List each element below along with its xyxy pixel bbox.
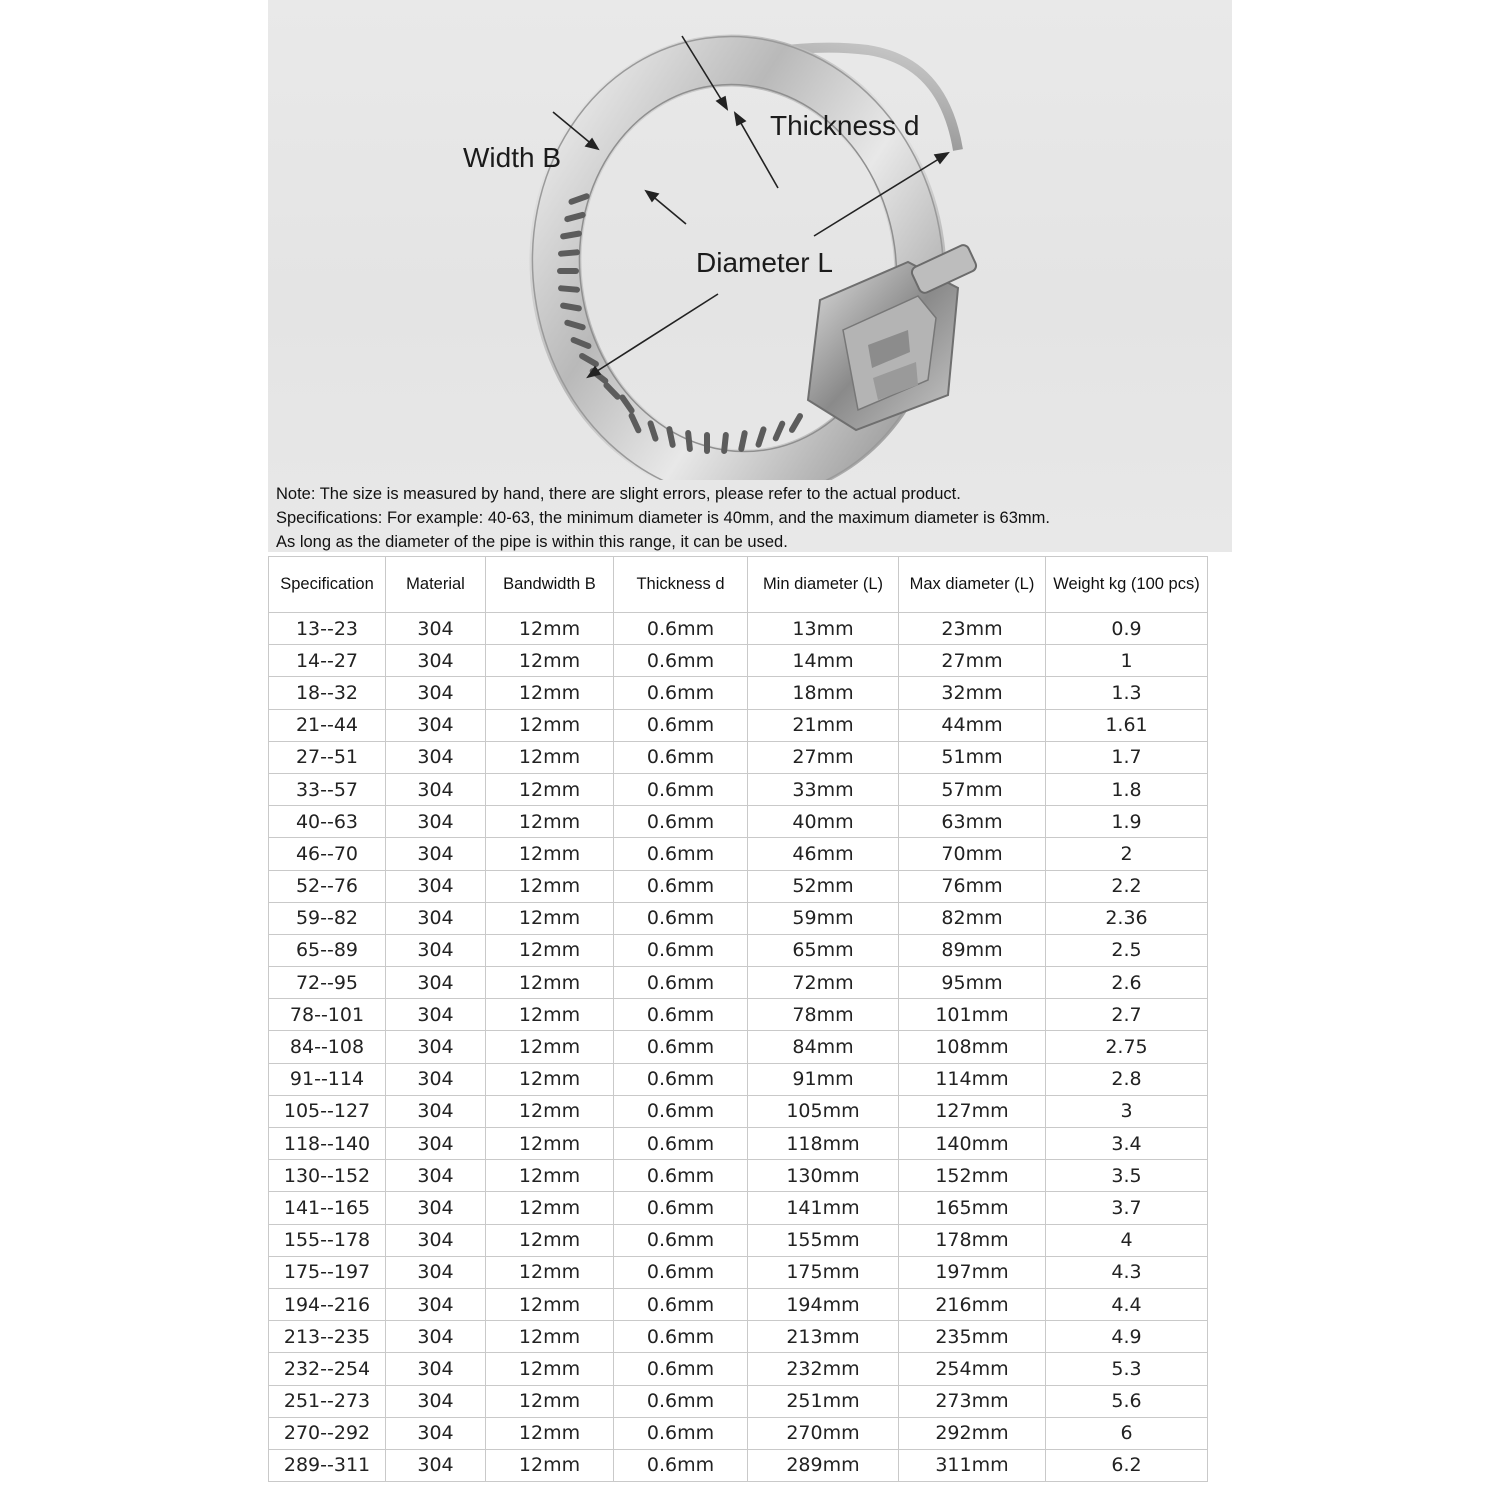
table-cell: 12mm xyxy=(486,1160,614,1192)
table-cell: 18mm xyxy=(748,677,899,709)
table-cell: 13--23 xyxy=(269,613,386,645)
table-cell: 84--108 xyxy=(269,1031,386,1063)
table-row xyxy=(269,709,1208,741)
table-cell: 304 xyxy=(386,902,486,934)
table-cell: 12mm xyxy=(486,1192,614,1224)
table-cell: 3.4 xyxy=(1046,1128,1208,1160)
table-cell: 0.6mm xyxy=(614,741,748,773)
table-cell: 152mm xyxy=(899,1160,1046,1192)
table-cell: 0.6mm xyxy=(614,1192,748,1224)
table-row xyxy=(269,1256,1208,1288)
table-cell: 304 xyxy=(386,934,486,966)
table-cell: 18--32 xyxy=(269,677,386,709)
table-cell: 91--114 xyxy=(269,1063,386,1095)
table-row xyxy=(269,1385,1208,1417)
table-cell: 12mm xyxy=(486,1224,614,1256)
table-cell: 4.3 xyxy=(1046,1256,1208,1288)
table-cell: 304 xyxy=(386,1256,486,1288)
table-cell: 72mm xyxy=(748,967,899,999)
table-cell: 0.6mm xyxy=(614,1417,748,1449)
table-cell: 1.61 xyxy=(1046,709,1208,741)
table-cell: 63mm xyxy=(899,806,1046,838)
table-cell: 0.6mm xyxy=(614,645,748,677)
table-cell: 72--95 xyxy=(269,967,386,999)
table-cell: 12mm xyxy=(486,806,614,838)
table-cell: 101mm xyxy=(899,999,1046,1031)
header-bandwidth: Bandwidth B xyxy=(486,557,614,613)
table-cell: 108mm xyxy=(899,1031,1046,1063)
table-cell: 304 xyxy=(386,1063,486,1095)
table-cell: 2.6 xyxy=(1046,967,1208,999)
table-cell: 0.6mm xyxy=(614,677,748,709)
table-cell: 3.5 xyxy=(1046,1160,1208,1192)
table-cell: 292mm xyxy=(899,1417,1046,1449)
table-cell: 0.6mm xyxy=(614,838,748,870)
table-cell: 95mm xyxy=(899,967,1046,999)
table-cell: 304 xyxy=(386,773,486,805)
table-cell: 216mm xyxy=(899,1288,1046,1320)
table-cell: 65--89 xyxy=(269,934,386,966)
table-cell: 304 xyxy=(386,1192,486,1224)
table-cell: 12mm xyxy=(486,773,614,805)
table-cell: 1.7 xyxy=(1046,741,1208,773)
table-cell: 0.6mm xyxy=(614,1224,748,1256)
table-cell: 40--63 xyxy=(269,806,386,838)
table-cell: 232mm xyxy=(748,1353,899,1385)
table-row xyxy=(269,1353,1208,1385)
clamp-screw-housing xyxy=(808,243,978,430)
table-cell: 59--82 xyxy=(269,902,386,934)
table-body xyxy=(269,613,1208,1482)
table-cell: 304 xyxy=(386,1321,486,1353)
table-cell: 12mm xyxy=(486,1449,614,1481)
table-cell: 2.8 xyxy=(1046,1063,1208,1095)
table-cell: 12mm xyxy=(486,1128,614,1160)
table-cell: 27mm xyxy=(899,645,1046,677)
table-cell: 0.6mm xyxy=(614,967,748,999)
table-cell: 155--178 xyxy=(269,1224,386,1256)
table-cell: 304 xyxy=(386,806,486,838)
width-label: Width B xyxy=(463,142,562,173)
table-cell: 12mm xyxy=(486,1321,614,1353)
table-cell: 65mm xyxy=(748,934,899,966)
table-cell: 141mm xyxy=(748,1192,899,1224)
table-cell: 33mm xyxy=(748,773,899,805)
table-cell: 289--311 xyxy=(269,1449,386,1481)
table-cell: 0.6mm xyxy=(614,773,748,805)
table-cell: 0.6mm xyxy=(614,1256,748,1288)
table-cell: 270--292 xyxy=(269,1417,386,1449)
header-max-diameter: Max diameter (L) xyxy=(899,557,1046,613)
table-cell: 304 xyxy=(386,1031,486,1063)
table-cell: 12mm xyxy=(486,613,614,645)
table-cell: 304 xyxy=(386,999,486,1031)
table-row xyxy=(269,1224,1208,1256)
table-header-row xyxy=(269,557,1208,613)
notes-block xyxy=(276,482,1226,554)
table-cell: 21mm xyxy=(748,709,899,741)
table-cell: 12mm xyxy=(486,902,614,934)
diameter-label: Diameter L xyxy=(696,247,833,278)
table-cell: 12mm xyxy=(486,967,614,999)
table-cell: 0.6mm xyxy=(614,999,748,1031)
table-cell: 178mm xyxy=(899,1224,1046,1256)
table-row xyxy=(269,741,1208,773)
table-cell: 84mm xyxy=(748,1031,899,1063)
table-cell: 304 xyxy=(386,1128,486,1160)
header-weight: Weight kg (100 pcs) xyxy=(1046,557,1208,613)
table-cell: 304 xyxy=(386,1288,486,1320)
table-cell: 2 xyxy=(1046,838,1208,870)
table-cell: 273mm xyxy=(899,1385,1046,1417)
table-cell: 46mm xyxy=(748,838,899,870)
table-cell: 44mm xyxy=(899,709,1046,741)
table-cell: 2.36 xyxy=(1046,902,1208,934)
table-row xyxy=(269,773,1208,805)
table-cell: 13mm xyxy=(748,613,899,645)
table-cell: 130mm xyxy=(748,1160,899,1192)
specification-table-container xyxy=(268,556,1208,1482)
specification-table xyxy=(268,556,1208,1482)
table-cell: 304 xyxy=(386,741,486,773)
header-min-diameter: Min diameter (L) xyxy=(748,557,899,613)
table-cell: 175mm xyxy=(748,1256,899,1288)
table-cell: 78--101 xyxy=(269,999,386,1031)
table-cell: 6.2 xyxy=(1046,1449,1208,1481)
table-cell: 23mm xyxy=(899,613,1046,645)
thickness-label: Thickness d xyxy=(770,110,920,141)
table-row xyxy=(269,967,1208,999)
table-cell: 2.5 xyxy=(1046,934,1208,966)
table-cell: 0.6mm xyxy=(614,1128,748,1160)
table-cell: 51mm xyxy=(899,741,1046,773)
table-cell: 12mm xyxy=(486,1256,614,1288)
table-cell: 12mm xyxy=(486,870,614,902)
table-cell: 12mm xyxy=(486,677,614,709)
table-cell: 118mm xyxy=(748,1128,899,1160)
table-cell: 105mm xyxy=(748,1095,899,1127)
table-cell: 52--76 xyxy=(269,870,386,902)
table-cell: 5.6 xyxy=(1046,1385,1208,1417)
table-cell: 155mm xyxy=(748,1224,899,1256)
table-cell: 197mm xyxy=(899,1256,1046,1288)
table-cell: 0.6mm xyxy=(614,870,748,902)
table-cell: 114mm xyxy=(899,1063,1046,1095)
table-row xyxy=(269,902,1208,934)
table-cell: 304 xyxy=(386,677,486,709)
table-cell: 0.6mm xyxy=(614,1321,748,1353)
table-cell: 130--152 xyxy=(269,1160,386,1192)
table-cell: 59mm xyxy=(748,902,899,934)
table-cell: 12mm xyxy=(486,1353,614,1385)
table-cell: 4.9 xyxy=(1046,1321,1208,1353)
table-cell: 0.6mm xyxy=(614,1031,748,1063)
table-cell: 304 xyxy=(386,1095,486,1127)
note-line: Specifications: For example: 40-63, the minimum diameter is 40mm, and the maximum diameter is 63mm. xyxy=(276,509,1050,527)
table-row xyxy=(269,1192,1208,1224)
table-row xyxy=(269,1160,1208,1192)
table-cell: 304 xyxy=(386,838,486,870)
table-cell: 27mm xyxy=(748,741,899,773)
table-cell: 12mm xyxy=(486,1385,614,1417)
table-cell: 70mm xyxy=(899,838,1046,870)
table-cell: 32mm xyxy=(899,677,1046,709)
table-cell: 89mm xyxy=(899,934,1046,966)
table-cell: 1.9 xyxy=(1046,806,1208,838)
table-cell: 3 xyxy=(1046,1095,1208,1127)
hose-clamp-illustration xyxy=(268,0,1232,480)
table-cell: 5.3 xyxy=(1046,1353,1208,1385)
table-cell: 304 xyxy=(386,1353,486,1385)
table-cell: 6 xyxy=(1046,1417,1208,1449)
table-cell: 76mm xyxy=(899,870,1046,902)
table-cell: 12mm xyxy=(486,934,614,966)
table-cell: 1.3 xyxy=(1046,677,1208,709)
product-image-panel xyxy=(268,0,1232,552)
table-cell: 2.2 xyxy=(1046,870,1208,902)
table-cell: 304 xyxy=(386,709,486,741)
table-cell: 82mm xyxy=(899,902,1046,934)
table-cell: 213mm xyxy=(748,1321,899,1353)
table-cell: 21--44 xyxy=(269,709,386,741)
table-cell: 0.6mm xyxy=(614,613,748,645)
header-material: Material xyxy=(386,557,486,613)
table-row xyxy=(269,1095,1208,1127)
table-cell: 0.6mm xyxy=(614,709,748,741)
table-cell: 12mm xyxy=(486,1031,614,1063)
table-cell: 0.6mm xyxy=(614,1385,748,1417)
note-line: Note: The size is measured by hand, there are slight errors, please refer to the actual product. xyxy=(276,485,961,503)
table-cell: 304 xyxy=(386,870,486,902)
table-cell: 12mm xyxy=(486,1288,614,1320)
table-cell: 46--70 xyxy=(269,838,386,870)
table-cell: 14--27 xyxy=(269,645,386,677)
table-cell: 0.6mm xyxy=(614,1288,748,1320)
table-cell: 304 xyxy=(386,1417,486,1449)
table-cell: 12mm xyxy=(486,645,614,677)
table-cell: 304 xyxy=(386,967,486,999)
table-cell: 1.8 xyxy=(1046,773,1208,805)
table-cell: 14mm xyxy=(748,645,899,677)
table-cell: 2.75 xyxy=(1046,1031,1208,1063)
table-cell: 165mm xyxy=(899,1192,1046,1224)
table-row xyxy=(269,613,1208,645)
table-cell: 127mm xyxy=(899,1095,1046,1127)
table-cell: 12mm xyxy=(486,999,614,1031)
table-cell: 311mm xyxy=(899,1449,1046,1481)
header-thickness: Thickness d xyxy=(614,557,748,613)
table-cell: 0.6mm xyxy=(614,1063,748,1095)
table-row xyxy=(269,1063,1208,1095)
table-cell: 4.4 xyxy=(1046,1288,1208,1320)
table-cell: 251--273 xyxy=(269,1385,386,1417)
table-cell: 0.9 xyxy=(1046,613,1208,645)
table-cell: 105--127 xyxy=(269,1095,386,1127)
table-cell: 0.6mm xyxy=(614,806,748,838)
table-cell: 2.7 xyxy=(1046,999,1208,1031)
table-row xyxy=(269,1321,1208,1353)
table-cell: 12mm xyxy=(486,1417,614,1449)
table-cell: 3.7 xyxy=(1046,1192,1208,1224)
table-cell: 4 xyxy=(1046,1224,1208,1256)
table-cell: 140mm xyxy=(899,1128,1046,1160)
table-cell: 0.6mm xyxy=(614,1095,748,1127)
table-cell: 33--57 xyxy=(269,773,386,805)
table-cell: 0.6mm xyxy=(614,902,748,934)
table-cell: 235mm xyxy=(899,1321,1046,1353)
table-cell: 12mm xyxy=(486,838,614,870)
table-cell: 289mm xyxy=(748,1449,899,1481)
note-line: As long as the diameter of the pipe is within this range, it can be used. xyxy=(276,533,788,551)
table-cell: 0.6mm xyxy=(614,1353,748,1385)
table-row xyxy=(269,870,1208,902)
table-cell: 0.6mm xyxy=(614,934,748,966)
table-cell: 12mm xyxy=(486,1063,614,1095)
table-cell: 12mm xyxy=(486,709,614,741)
table-header xyxy=(269,557,1208,613)
table-row xyxy=(269,838,1208,870)
table-cell: 304 xyxy=(386,1160,486,1192)
table-cell: 0.6mm xyxy=(614,1449,748,1481)
table-row xyxy=(269,645,1208,677)
table-row xyxy=(269,1128,1208,1160)
table-cell: 304 xyxy=(386,613,486,645)
table-row xyxy=(269,1417,1208,1449)
header-specification: Specification xyxy=(269,557,386,613)
table-cell: 304 xyxy=(386,1224,486,1256)
table-cell: 52mm xyxy=(748,870,899,902)
table-cell: 251mm xyxy=(748,1385,899,1417)
table-cell: 12mm xyxy=(486,741,614,773)
table-cell: 304 xyxy=(386,645,486,677)
table-cell: 270mm xyxy=(748,1417,899,1449)
table-row xyxy=(269,934,1208,966)
table-cell: 40mm xyxy=(748,806,899,838)
table-cell: 254mm xyxy=(899,1353,1046,1385)
table-row xyxy=(269,806,1208,838)
table-cell: 27--51 xyxy=(269,741,386,773)
table-cell: 194--216 xyxy=(269,1288,386,1320)
table-cell: 12mm xyxy=(486,1095,614,1127)
table-cell: 91mm xyxy=(748,1063,899,1095)
table-row xyxy=(269,1288,1208,1320)
table-cell: 78mm xyxy=(748,999,899,1031)
table-cell: 118--140 xyxy=(269,1128,386,1160)
table-row xyxy=(269,1031,1208,1063)
table-row xyxy=(269,999,1208,1031)
table-cell: 213--235 xyxy=(269,1321,386,1353)
table-cell: 232--254 xyxy=(269,1353,386,1385)
table-cell: 57mm xyxy=(899,773,1046,805)
table-cell: 175--197 xyxy=(269,1256,386,1288)
table-cell: 0.6mm xyxy=(614,1160,748,1192)
table-cell: 194mm xyxy=(748,1288,899,1320)
table-row xyxy=(269,1449,1208,1481)
table-cell: 304 xyxy=(386,1449,486,1481)
table-row xyxy=(269,677,1208,709)
table-cell: 141--165 xyxy=(269,1192,386,1224)
table-cell: 1 xyxy=(1046,645,1208,677)
table-cell: 304 xyxy=(386,1385,486,1417)
